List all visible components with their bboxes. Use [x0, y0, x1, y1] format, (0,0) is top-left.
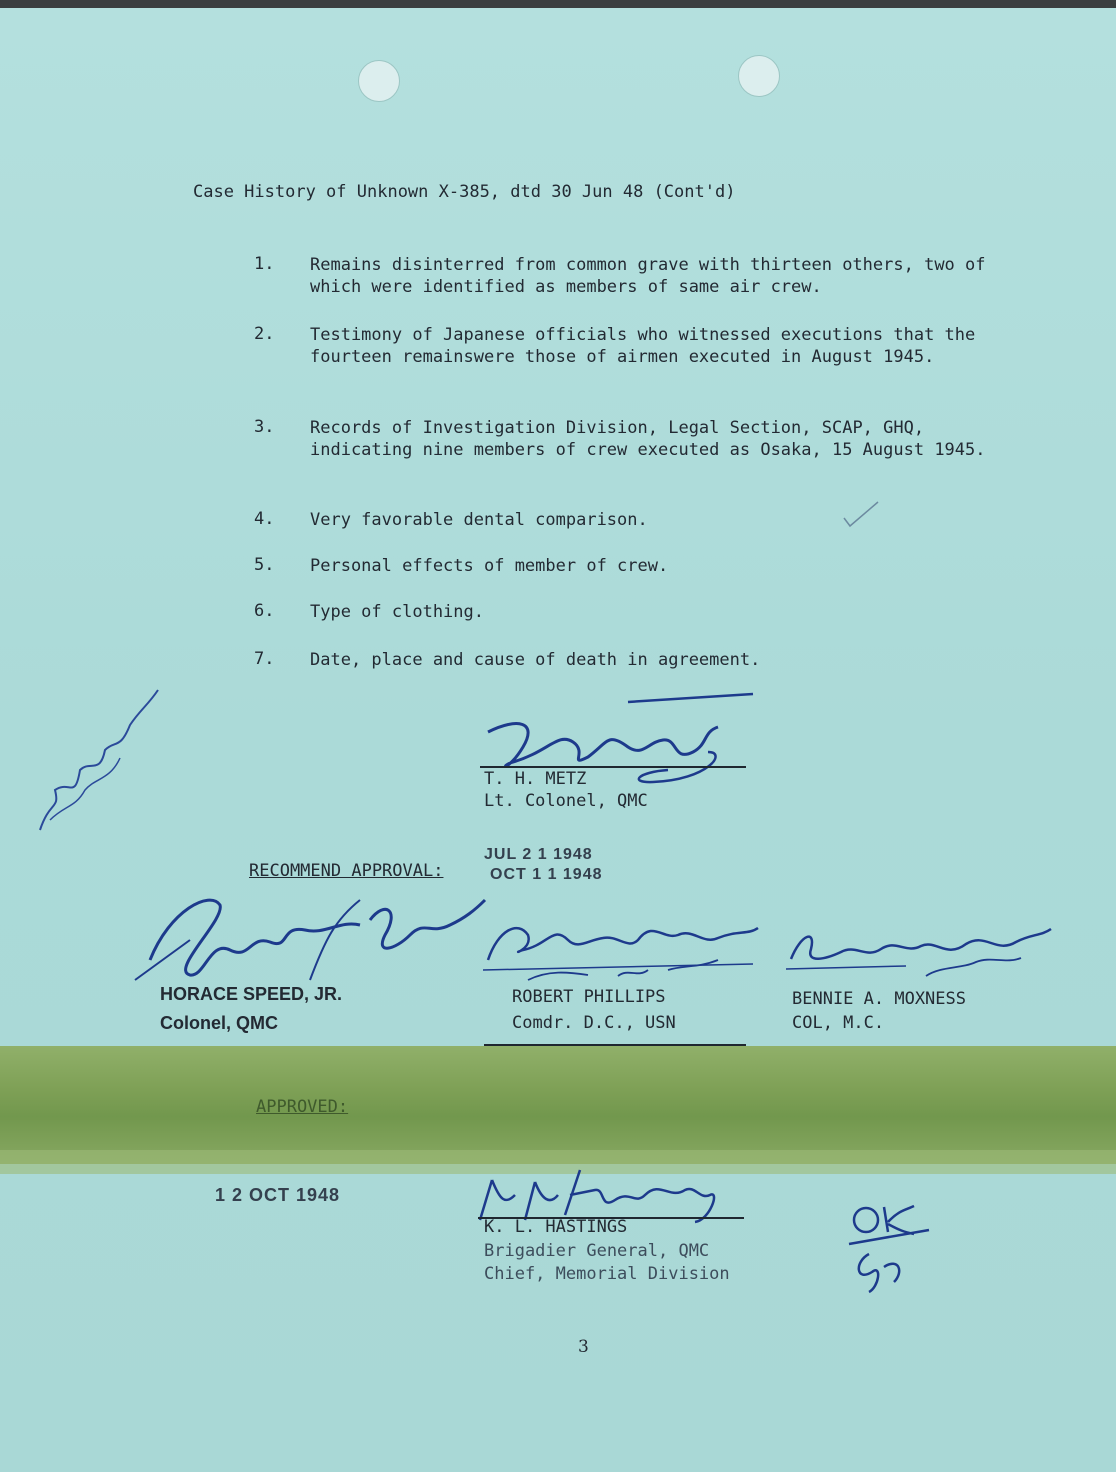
list-item: Personal effects of member of crew. — [310, 556, 669, 576]
margin-initials-signature — [30, 680, 160, 840]
punch-hole-right — [738, 55, 780, 97]
approval-date-stamp: 1 2 OCT 1948 — [215, 1185, 341, 1205]
phillips-signature — [478, 910, 768, 990]
list-item: Remains disinterred from common grave with thirteen others, two of which were identified as members of same air crew. — [310, 255, 986, 297]
approved-label: APPROVED: — [256, 1097, 349, 1117]
list-number: 1. — [254, 254, 275, 274]
list-number: 4. — [254, 509, 275, 529]
list-number: 2. — [254, 324, 275, 344]
ok-initials — [844, 1192, 934, 1302]
page-header: Case History of Unknown X-385, dtd 30 Jun 48 (Cont'd) — [193, 182, 736, 202]
list-item: Date, place and cause of death in agreement. — [310, 650, 761, 670]
adhesive-tape-band — [0, 1046, 1116, 1164]
moxness-signature — [786, 914, 1056, 984]
scan-edge — [0, 0, 1116, 8]
list-number: 6. — [254, 601, 275, 621]
check-mark — [842, 500, 882, 530]
recommend-approval-label: RECOMMEND APPROVAL: — [249, 861, 444, 881]
received-stamp-july: JUL 2 1 1948 — [484, 846, 593, 863]
page-number: 3 — [578, 1337, 589, 1357]
received-stamp-october: OCT 1 1 1948 — [490, 866, 603, 883]
signer-name: BENNIE A. MOXNESS — [792, 989, 966, 1009]
punch-hole-left — [358, 60, 400, 102]
signer-name: HORACE SPEED, JR. — [160, 984, 343, 1004]
signer-name: ROBERT PHILLIPS — [512, 987, 666, 1007]
list-item: Type of clothing. — [310, 602, 484, 622]
list-item: Very favorable dental comparison. — [310, 510, 648, 530]
list-item: Records of Investigation Division, Legal Section, SCAP, GHQ, indicating nine members of crew executed as Osaka, 15 August 1945. — [310, 418, 986, 460]
list-number: 5. — [254, 555, 275, 575]
metz-name: T. H. METZ — [484, 769, 587, 789]
metz-rank: Lt. Colonel, QMC — [484, 791, 648, 811]
list-item: Testimony of Japanese officials who witnessed executions that the fourteen remainswere those of airmen executed in August 1945. — [310, 325, 976, 367]
signer-title: Colonel, QMC — [160, 1013, 278, 1033]
list-number: 7. — [254, 649, 275, 669]
list-number: 3. — [254, 417, 275, 437]
hastings-rank: Brigadier General, QMC — [484, 1241, 710, 1261]
signer-title: COL, M.C. — [792, 1013, 885, 1033]
hastings-name: K. L. HASTINGS — [484, 1217, 628, 1237]
hastings-office: Chief, Memorial Division — [484, 1264, 730, 1284]
signer-title: Comdr. D.C., USN — [512, 1013, 676, 1033]
